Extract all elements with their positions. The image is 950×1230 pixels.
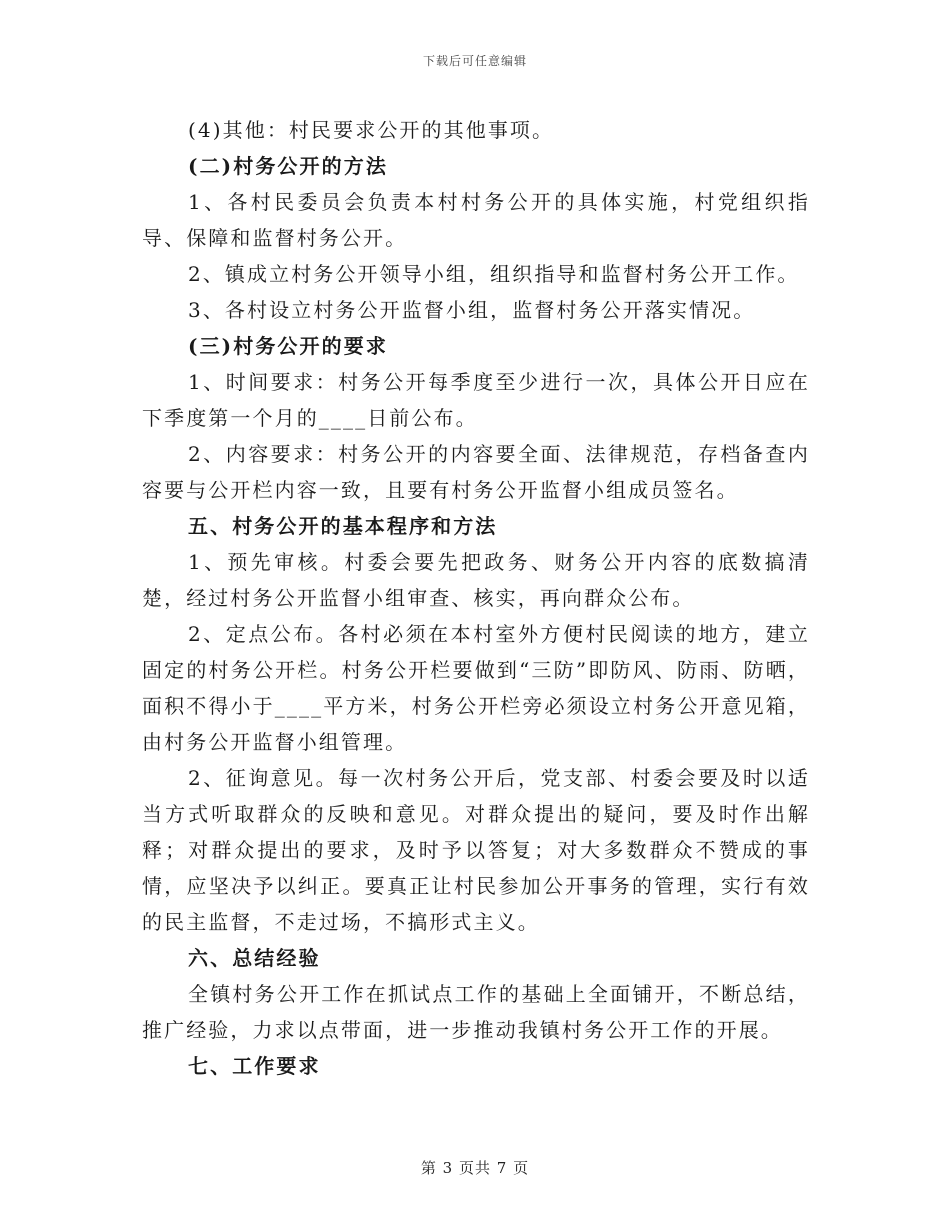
paragraph-method-1: 1、各村民委员会负责本村村务公开的具体实施，村党组织指导、保障和监督村务公开。 xyxy=(142,190,810,250)
section-heading-procedure: 五、村务公开的基本程序和方法 xyxy=(188,514,498,538)
paragraph-requirement-content: 2、内容要求：村务公开的内容要全面、法律规范，存档备查内容要与公开栏内容一致，且要有村务公开监督小组成员签名。 xyxy=(142,442,810,502)
document-body xyxy=(142,112,810,1084)
paragraph-method-2: 2、镇成立村务公开领导小组，组织指导和监督村务公开工作。 xyxy=(188,262,800,286)
page-header-note: 下载后可任意编辑 xyxy=(422,54,527,68)
page-number-footer: 第 3 页共 7 页 xyxy=(420,1159,530,1177)
paragraph-other-items: (4)其他：村民要求公开的其他事项。 xyxy=(188,118,555,142)
section-heading-methods: (二)村务公开的方法 xyxy=(188,154,388,178)
paragraph-procedure-feedback: 2、征询意见。每一次村务公开后，党支部、村委会要及时以适当方式听取群众的反映和意见。对群众提出的疑问，要及时作出解释；对群众提出的要求，及时予以答复；对大多数群众不赞成的事情，应坚决予以纠正。要真正让村民参加公开事务的管理，实行有效的民主监督，不走过场，不搞形式主义。 xyxy=(142,766,810,934)
paragraph-method-3: 3、各村设立村务公开监督小组，监督村务公开落实情况。 xyxy=(188,298,756,322)
paragraph-procedure-review: 1、预先审核。村委会要先把政务、财务公开内容的底数搞清楚，经过村务公开监督小组审查、核实，再向群众公布。 xyxy=(142,550,810,610)
paragraph-procedure-publish: 2、定点公布。各村必须在本村室外方便村民阅读的地方，建立固定的村务公开栏。村务公开栏要做到“三防”即防风、防雨、防晒，面积不得小于____平方米，村务公开栏旁必须设立村务公开意见箱，由村务公开监督小组管理。 xyxy=(142,622,810,754)
paragraph-requirement-time: 1、时间要求：村务公开每季度至少进行一次，具体公开日应在下季度第一个月的____日前公布。 xyxy=(142,370,810,430)
section-heading-summary: 六、总结经验 xyxy=(188,946,321,970)
section-heading-requirements: (三)村务公开的要求 xyxy=(188,334,388,358)
paragraph-summary: 全镇村务公开工作在抓试点工作的基础上全面铺开，不断总结，推广经验，力求以点带面，进一步推动我镇村务公开工作的开展。 xyxy=(142,982,810,1042)
section-heading-work-requirements: 七、工作要求 xyxy=(188,1054,321,1078)
